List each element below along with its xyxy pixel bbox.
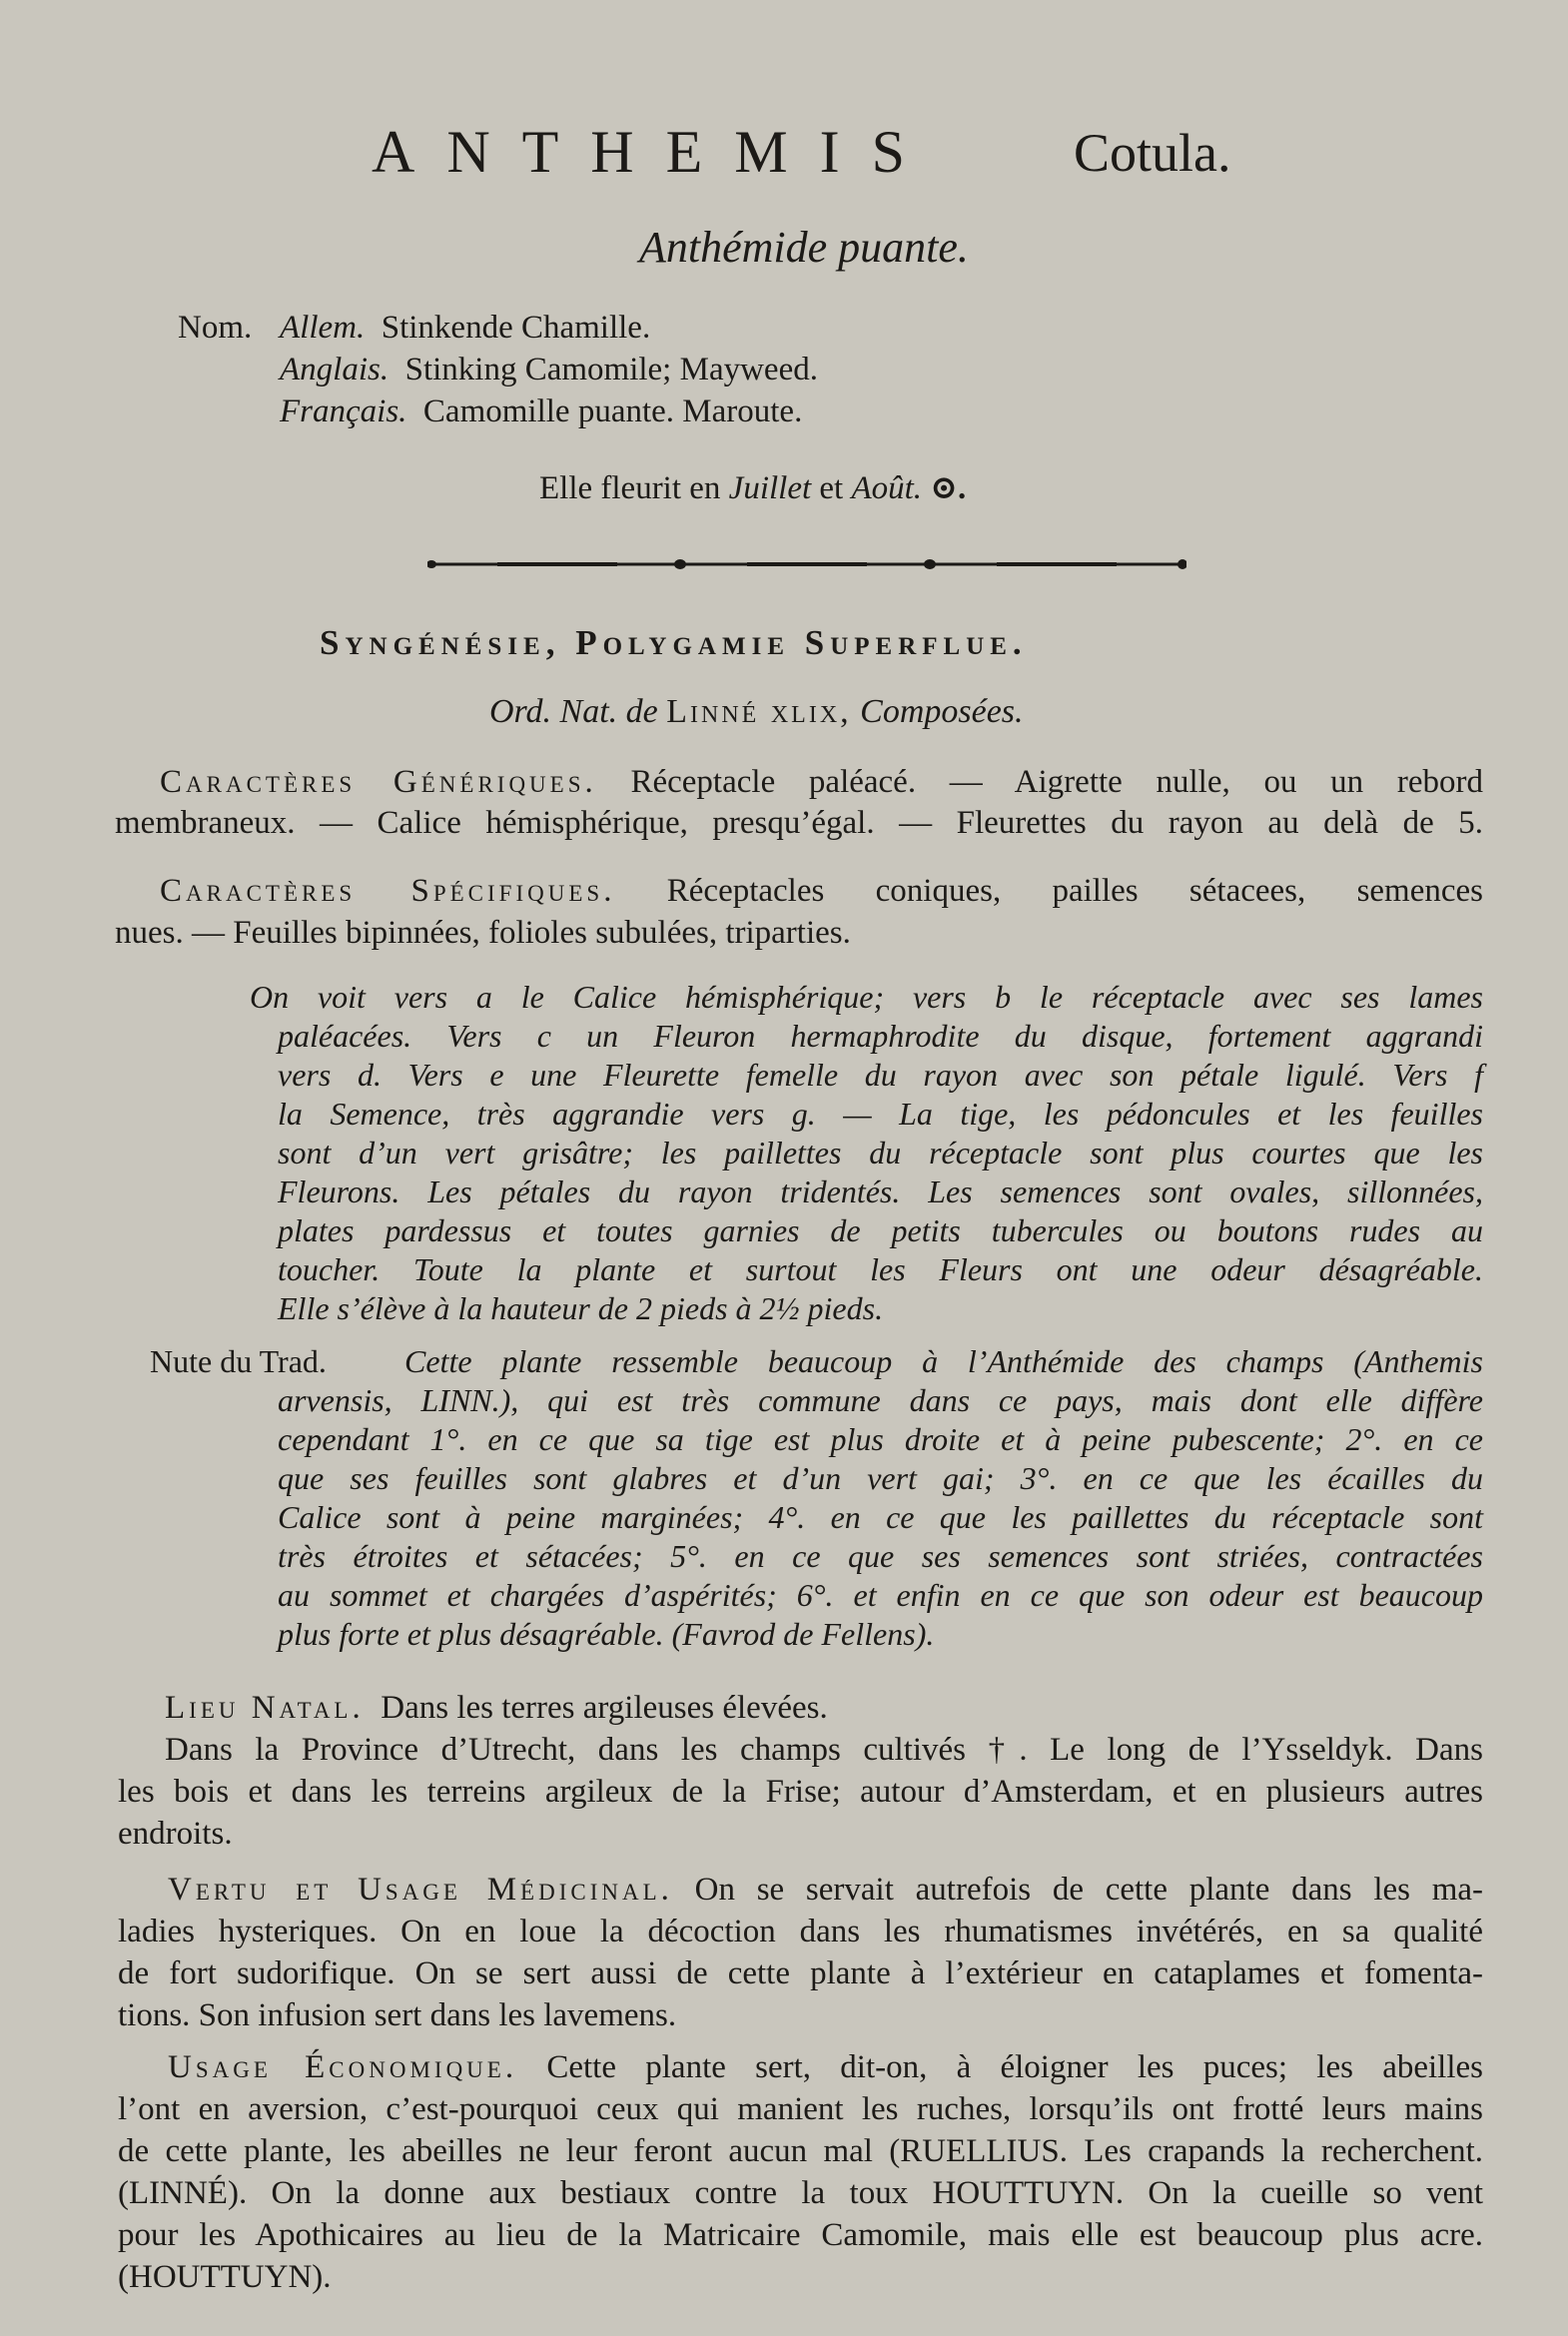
- description-line: On voit vers a le Calice hémisphérique; vers b le réceptacle avec ses lames: [250, 979, 1483, 1015]
- habitat-line: endroits.: [118, 1816, 233, 1852]
- habitat-first-line: [165, 1690, 828, 1727]
- description-line: paléacées. Vers c un Fleuron hermaphrodite du disque, fortement aggrandi: [278, 1018, 1483, 1054]
- lang-label: Français.: [280, 393, 407, 429]
- name-text: Stinking Camomile; Mayweed.: [404, 352, 818, 388]
- specific-heading: Caractères Spécifiques.: [160, 873, 616, 909]
- habitat-text: Dans les terres argileuses élevées.: [381, 1690, 828, 1726]
- economic-line: de cette plante, les abeilles ne leur feront aucun mal (RUELLIUS. Les crapands la recherchent.: [118, 2133, 1483, 2169]
- habitat-line: Dans la Province d’Utrecht, dans les champs cultivés †. Le long de l’Ysseldyk. Dans: [165, 1732, 1483, 1768]
- translator-note-line: très étroites et sétacées; 5°. en ce que ses semences sont striées, contractées: [278, 1538, 1483, 1574]
- economic-line: l’ont en aversion, c’est-pourquoi ceux qui manient les ruches, lorsqu’ils ont frotté leurs mains: [118, 2091, 1483, 2127]
- economic-line: (HOUTTUYN).: [118, 2259, 332, 2295]
- description-line: la Semence, très aggrandie vers g. — La tige, les pédoncules et les feuilles: [278, 1096, 1483, 1132]
- description-line: plates pardessus et toutes garnies de petits tubercules ou boutons rudes au: [278, 1212, 1483, 1248]
- translator-note-line: arvensis, LINN.), qui est très commune dans ce pays, mais dont elle diffère: [278, 1382, 1483, 1418]
- medicinal-heading: Vertu et Usage Médicinal.: [168, 1872, 673, 1908]
- translator-note-line: plus forte et plus désagréable. (Favrod de Fellens).: [278, 1616, 935, 1652]
- species-name: Cotula.: [1074, 123, 1231, 183]
- medicinal-line: ladies hysteriques. On en loue la décoction dans les rhumatismes invétérés, en sa qualité: [118, 1914, 1483, 1949]
- flowering-pre: Elle fleurit en: [539, 470, 721, 506]
- specific-line-1: [160, 873, 1483, 910]
- ord-post: Composées.: [860, 693, 1024, 730]
- description-line: vers d. Vers e une Fleurette femelle du rayon avec son pétale ligulé. Vers f: [278, 1057, 1483, 1093]
- habitat-heading: Lieu Natal.: [165, 1690, 365, 1726]
- generic-heading: Caractères Génériques.: [160, 764, 597, 800]
- economic-line: (LINNÉ). On la donne aux bestiaux contre la toux HOUTTUYN. On la cueille so vent: [118, 2175, 1483, 2211]
- medicinal-first-line: [168, 1872, 1483, 1909]
- translator-note-line: Calice sont à peine marginées; 4°. en ce que les paillettes du réceptacle sont: [278, 1499, 1483, 1535]
- generic-line-1: [160, 764, 1483, 801]
- natural-order: [489, 693, 1024, 731]
- generic-text: Réceptacle paléacé. — Aigrette nulle, ou un rebord: [630, 764, 1484, 800]
- translator-note-line: que ses feuilles sont glabres et d’un vert gai; 3°. en ce que les écailles du: [278, 1460, 1483, 1496]
- lang-label: Allem.: [280, 310, 366, 346]
- names-label: Nom.: [178, 310, 253, 346]
- translator-note-line: au sommet et chargées d’aspérités; 6°. et enfin en ce que son odeur est beaucoup: [278, 1577, 1483, 1613]
- lang-label: Anglais.: [280, 352, 390, 388]
- name-row-german: [280, 310, 650, 347]
- translator-note-line: cependant 1°. en ce que sa tige est plus droite et à peine pubescente; 2°. en ce: [278, 1421, 1483, 1457]
- ord-pre: Ord. Nat. de: [489, 693, 658, 730]
- economic-heading: Usage Économique.: [168, 2049, 518, 2085]
- ord-name: Linné xlix,: [666, 693, 852, 730]
- economic-line: pour les Apothicaires au lieu de la Matricaire Camomile, mais elle est beaucoup plus acre.: [118, 2217, 1483, 2253]
- ornamental-rule: [427, 557, 1186, 571]
- name-text: Stinkende Chamille.: [381, 310, 651, 346]
- medicinal-text: On se servait autrefois de cette plante dans les ma-: [694, 1872, 1484, 1908]
- classification-heading: Syngénésie, Polygamie Superflue.: [320, 623, 1028, 662]
- economic-first-line: [168, 2049, 1483, 2086]
- flowering-and: et: [819, 470, 844, 506]
- medicinal-line: tions. Son infusion sert dans les lavemens.: [118, 1997, 677, 2033]
- medicinal-line: de fort sudorifique. On se sert aussi de cette plante à l’extérieur en cataplames et fomenta-: [118, 1955, 1483, 1991]
- description-line: toucher. Toute la plante et surtout les Fleurs ont une odeur désagréable.: [278, 1251, 1483, 1287]
- month-august: Août.: [851, 470, 923, 506]
- month-july: Juillet: [728, 470, 812, 506]
- habitat-line: les bois et dans les terreins argileux de la Frise; autour d’Amsterdam, et en plusieurs autres: [118, 1774, 1483, 1810]
- annual-symbol: ⊙.: [930, 470, 967, 506]
- specific-text: Réceptacles coniques, pailles sétacees, semences: [666, 873, 1484, 909]
- flowering-line: [539, 467, 966, 507]
- description-line: Elle s’élève à la hauteur de 2 pieds à 2½ pieds.: [278, 1290, 884, 1326]
- specific-line-2: nues. — Feuilles bipinnées, folioles subulées, triparties.: [115, 915, 851, 951]
- description-line: sont d’un vert grisâtre; les paillettes du réceptacle sont plus courtes que les: [278, 1135, 1483, 1170]
- page-title: ANTHEMIS: [372, 119, 937, 185]
- generic-line-2: membraneux. — Calice hémisphérique, presqu’égal. — Fleurettes du rayon au delà de 5.: [115, 805, 1483, 841]
- translator-note-line: Cette plante ressemble beaucoup à l’Anthémide des champs (Anthemis: [404, 1343, 1483, 1379]
- name-text: Camomille puante. Maroute.: [422, 393, 803, 429]
- economic-text: Cette plante sert, dit-on, à éloigner les puces; les abeilles: [546, 2049, 1484, 2085]
- description-line: Fleurons. Les pétales du rayon tridentés. Les semences sont ovales, sillonnées,: [278, 1173, 1483, 1209]
- name-row-french: [280, 393, 802, 430]
- translator-note-label: Nute du Trad.: [150, 1343, 327, 1379]
- subtitle: Anthémide puante.: [639, 223, 969, 272]
- name-row-english: [280, 352, 818, 389]
